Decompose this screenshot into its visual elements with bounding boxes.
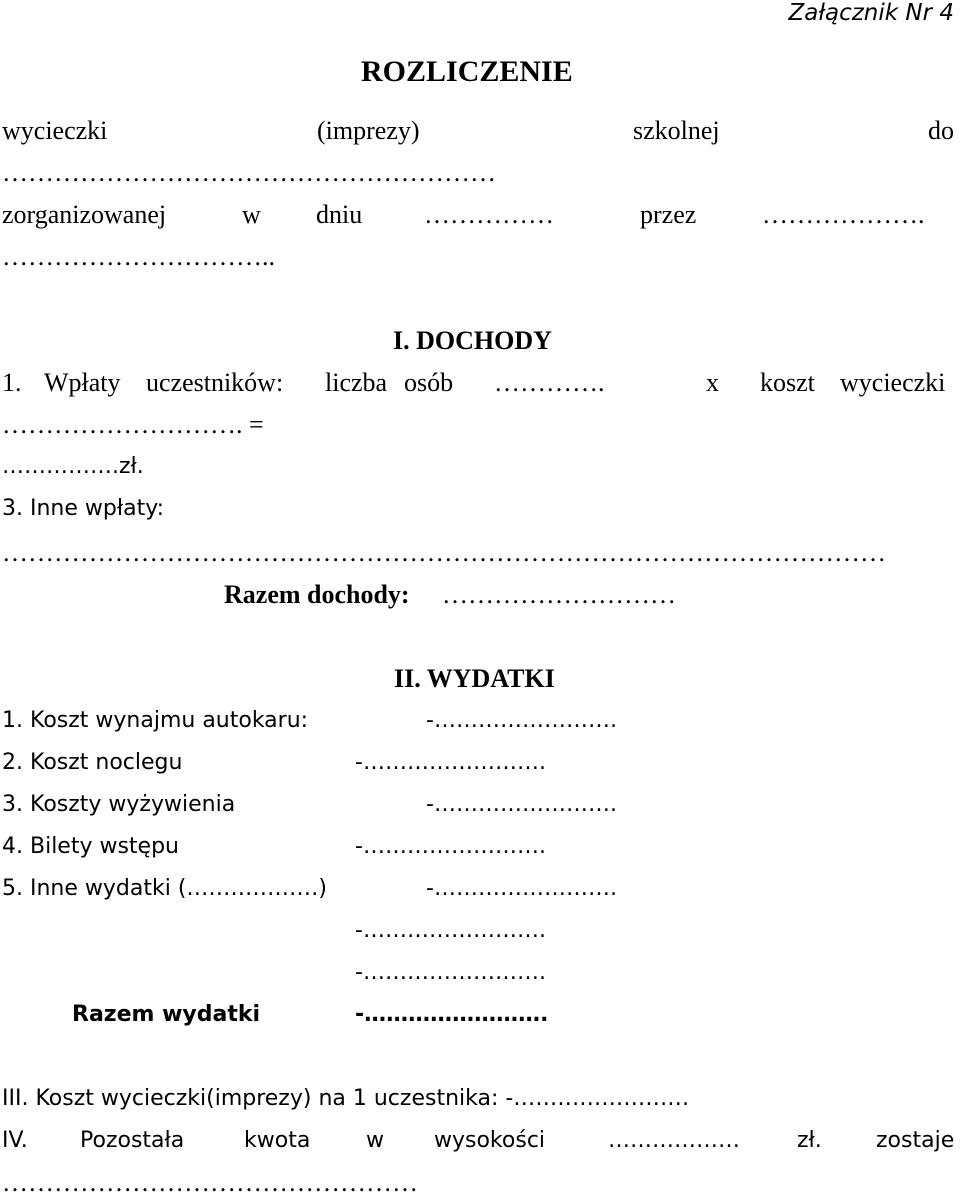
intro-word: (imprezy) [317, 116, 420, 145]
intro-dotted-line: ………………………………………………… [2, 158, 496, 187]
expenses-total-label: Razem wydatki [72, 1002, 261, 1027]
expense-value: -……………………. [426, 876, 617, 901]
income-total-dots: ……………………… [442, 580, 676, 609]
income-item-word: Wpłaty [44, 368, 121, 397]
remaining-word: Pozostała [80, 1128, 185, 1153]
expense-label: 5. Inne wydatki (………………) [2, 876, 327, 901]
expense-value: -……………………. [355, 834, 546, 859]
intro-word: wycieczki [2, 116, 108, 145]
intro-word: szkolnej [633, 116, 720, 145]
remaining-word: zł. [797, 1128, 822, 1153]
income-cost-dots: ………………………. = [2, 410, 264, 439]
expense-label: 1. Koszt wynajmu autokaru: [2, 708, 309, 733]
expenses-heading: II. WYDATKI [394, 664, 555, 693]
expenses-total-value: -……………………. [355, 1002, 549, 1027]
income-item-word: liczba [325, 368, 388, 397]
cost-per-participant: III. Koszt wycieczki(imprezy) na 1 uczestnika: -…………………… [2, 1086, 690, 1111]
intro-organizer-dots: ………………. [762, 200, 925, 229]
expense-value: -……………………. [355, 918, 546, 943]
income-item-word: 1. [2, 368, 22, 397]
income-total-label: Razem dochody: [224, 580, 410, 609]
intro-word: do [928, 116, 954, 145]
intro-word: zorganizowanej [2, 200, 167, 229]
remaining-word: wysokości [434, 1128, 546, 1153]
expense-value: -……………………. [426, 792, 617, 817]
attachment-label: Załącznik Nr 4 [788, 0, 954, 26]
income-heading: I. DOCHODY [393, 326, 552, 355]
income-item-word: osób [404, 368, 454, 397]
remaining-word: zostaje [876, 1128, 955, 1153]
intro-word: dniu [316, 200, 363, 229]
expense-label: 2. Koszt noclegu [2, 750, 183, 775]
income-other-dots: ………………………………………………………………………………………… [2, 538, 886, 567]
intro-word: w [242, 200, 261, 229]
intro-dotted-line: ………………………….. [2, 242, 275, 271]
remaining-word: IV. [2, 1128, 28, 1153]
intro-date-dots: …………… [424, 200, 554, 229]
expense-value: -……………………. [426, 708, 617, 733]
remaining-amount-dots: ……………… [608, 1128, 740, 1153]
income-people-dots: …………. [494, 368, 605, 397]
expense-label: 4. Bilety wstępu [2, 834, 179, 859]
intro-word: przez [640, 200, 697, 229]
income-item-word: koszt [760, 368, 815, 397]
expense-value: -……………………. [355, 960, 546, 985]
document-title: ROZLICZENIE [361, 55, 573, 88]
income-item-word: uczestników: [146, 368, 284, 397]
income-item-word: wycieczki [840, 368, 946, 397]
income-other-label: 3. Inne wpłaty: [2, 496, 165, 521]
income-item-word: x [706, 368, 719, 397]
remaining-word: w [366, 1128, 384, 1153]
expense-value: -……………………. [355, 750, 546, 775]
remaining-word: kwota [244, 1128, 311, 1153]
remaining-dotted-line: ………………………………………… [2, 1168, 418, 1197]
expense-label: 3. Koszty wyżywienia [2, 792, 236, 817]
income-result-dots: …………….zł. [2, 454, 144, 479]
